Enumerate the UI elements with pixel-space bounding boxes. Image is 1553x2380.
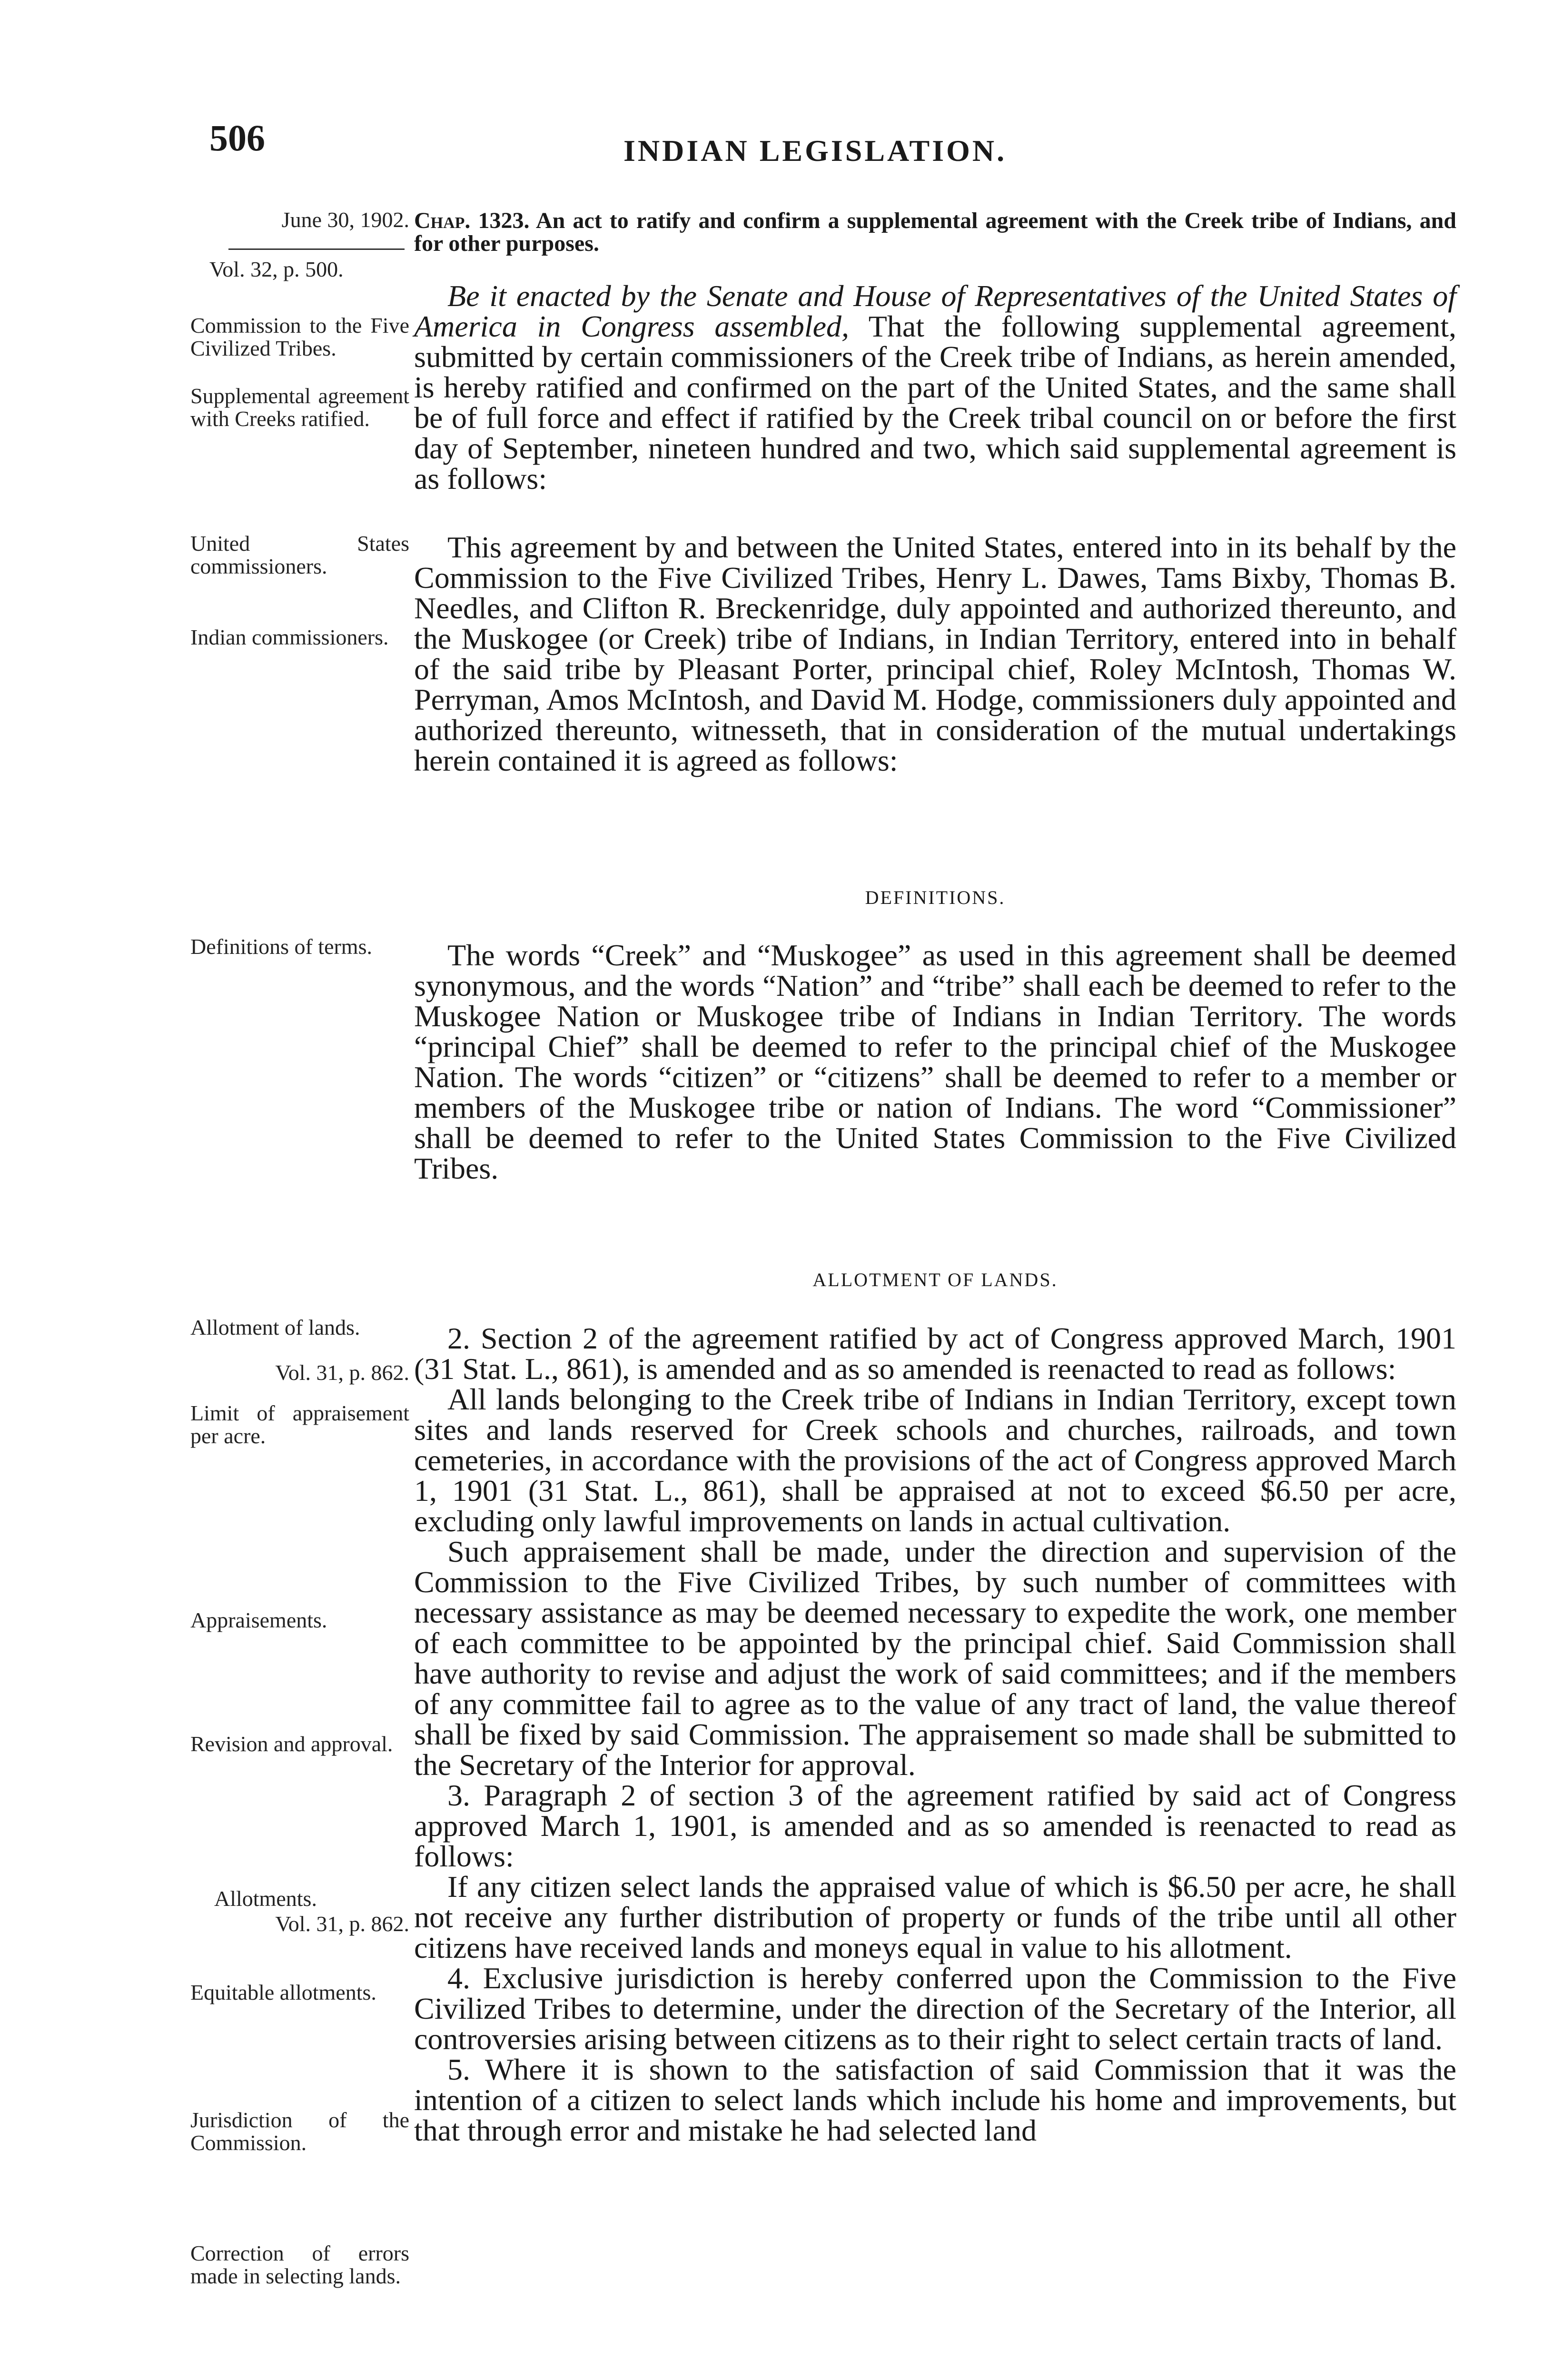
heading-definitions: DEFINITIONS.: [865, 887, 1006, 908]
chapter-label: Chap. 1323.: [414, 208, 530, 233]
margin-limit: Limit of appraisement per acre.: [190, 1401, 409, 1448]
section-3-text: 3. Paragraph 2 of section 3 of the agreement ratified by said act of Congress approved March 1, 1901, is amended and as so amended is reenacted to read as follows:: [414, 1778, 1456, 1873]
enacting-italic: Be it enacted by the Senate and House of Representatives of the United States of America in Congress assembled,: [414, 279, 1456, 343]
appraisement-text: Such appraisement shall be made, under the direction and supervision of the Commission to the Five Civilized Tribes, by such number of committees with necessary assistance as may be deemed necessary to expedite the work, one member of each committee to be appointed by the principal chief. Said Commission shall have authority to revise and adjust the work of said committees; and if the members of any committee fail to agree as to the value of any tract of land, the value thereof shall be fixed by said Commission. The appraisement so made shall be submitted to the Secretary of the Interior for approval.: [414, 1535, 1456, 1782]
definitions-text: The words “Creek” and “Muskogee” as used in this agreement shall be deemed synonymous, and the words “Nation” and “tribe” shall each be deemed to refer to the Muskogee Nation or Muskogee tribe of Indians in Indian Territory. The words “principal Chief” shall be deemed to refer to the principal chief of the Muskogee Nation. The words “citizen” or “citizens” shall be deemed to refer to a member or members of the Muskogee tribe or nation of Indians. The word “Commissioner” shall be deemed to refer to the United States Commission to the Five Civilized Tribes.: [414, 938, 1456, 1185]
section-2-text: 2. Section 2 of the agreement ratified by act of Congress approved March, 1901 (31 Stat. L., 861), is amended and as so amended is reenacted to read as follows:: [414, 1321, 1456, 1386]
preamble-text: This agreement by and between the United States, entered into in its behalf by the Commission to the Five Civilized Tribes, Henry L. Dawes, Tams Bixby, Thomas B. Needles, and Clifton R. Breckenridge, duly appointed and authorized thereunto, and the Muskogee (or Creek) tribe of Indians, in Indian Territory, entered into in behalf of the said tribe by Pleasant Porter, principal chief, Roley McIntosh, Thomas W. Perryman, Amos McIntosh, and David M. Hodge, commissioners duly appointed and authorized thereunto, witnesseth, that in consideration of the mutual undertakings herein contained it is agreed as follows:: [414, 530, 1456, 777]
definitions-section: [414, 940, 1456, 1184]
margin-indian-commissioners: Indian commissioners.: [190, 625, 389, 649]
margin-commission: Commission to the Five Civilized Tribes.: [190, 313, 409, 361]
enacting-clause: [414, 281, 1456, 494]
margin-correction: Correction of errors made in selecting lands.: [190, 2241, 409, 2289]
margin-jurisdiction: Jurisdiction of the Commission.: [190, 2108, 409, 2155]
margin-allotments: Allotments.: [214, 1886, 317, 1911]
margin-definitions: Definitions of terms.: [190, 934, 372, 959]
running-head: INDIAN LEGISLATION.: [623, 134, 1007, 168]
margin-allotment-vol: Vol. 31, p. 862.: [275, 1360, 409, 1385]
margin-supplemental: Supplemental agreement with Creeks ratified.: [190, 384, 409, 431]
margin-date: June 30, 1902.: [281, 208, 409, 232]
margin-allotment: Allotment of lands.: [190, 1315, 360, 1339]
date-rule: [228, 248, 405, 250]
margin-us-commissioners: United States commissioners.: [190, 531, 409, 579]
section-5-text: 5. Where it is shown to the satisfaction of said Commission that it was the intention of a citizen to select lands which include his home and improvements, but that through error and mistake he had selected land: [414, 2053, 1456, 2147]
margin-allotments-vol: Vol. 31, p. 862.: [275, 1912, 409, 1936]
chapter-title-block: [414, 209, 1456, 255]
heading-allotment: ALLOTMENT OF LANDS.: [812, 1269, 1058, 1290]
section-4-text: 4. Exclusive jurisdiction is hereby conferred upon the Commission to the Five Civilized Tribes to determine, under the direction of the Secretary of the Interior, all controversies arising between citizens as to their right to select certain tracts of land.: [414, 1961, 1456, 2056]
lands-text: All lands belonging to the Creek tribe of Indians in Indian Territory, except town sites and lands reserved for Creek schools and churches, railroads, and town cemeteries, in accordance with the provisions of the act of Congress approved March 1, 1901 (31 Stat. L., 861), shall be appraised at not to exceed $6.50 per acre, excluding only lawful improvements on lands in actual cultivation.: [414, 1382, 1456, 1538]
page-number: 506: [209, 117, 265, 159]
margin-vol-ref: Vol. 32, p. 500.: [209, 257, 344, 281]
margin-equitable: Equitable allotments.: [190, 1980, 376, 2004]
preamble: [414, 532, 1456, 776]
equitable-text: If any citizen select lands the appraised value of which is $6.50 per acre, he shall not receive any further distribution of property or funds of the tribe until all other citizens have received lands and moneys equal in value to his allotment.: [414, 1870, 1456, 1964]
margin-appraisements: Appraisements.: [190, 1608, 327, 1632]
enacting-text: That the following supplemental agreement, submitted by certain commissioners of the Creek tribe of Indians, as herein amended, is hereby ratified and confirmed on the part of the United States, and the same shall be of full force and effect if ratified by the Creek tribal council on or before the first day of September, nineteen hundred and two, which said supplemental agreement is as follows:: [414, 309, 1457, 496]
allotment-section: [414, 1323, 1456, 2146]
margin-revision: Revision and approval.: [190, 1732, 393, 1756]
chapter-title: An act to ratify and confirm a supplemental agreement with the Creek tribe of Indians, and for other purposes.: [414, 208, 1456, 256]
